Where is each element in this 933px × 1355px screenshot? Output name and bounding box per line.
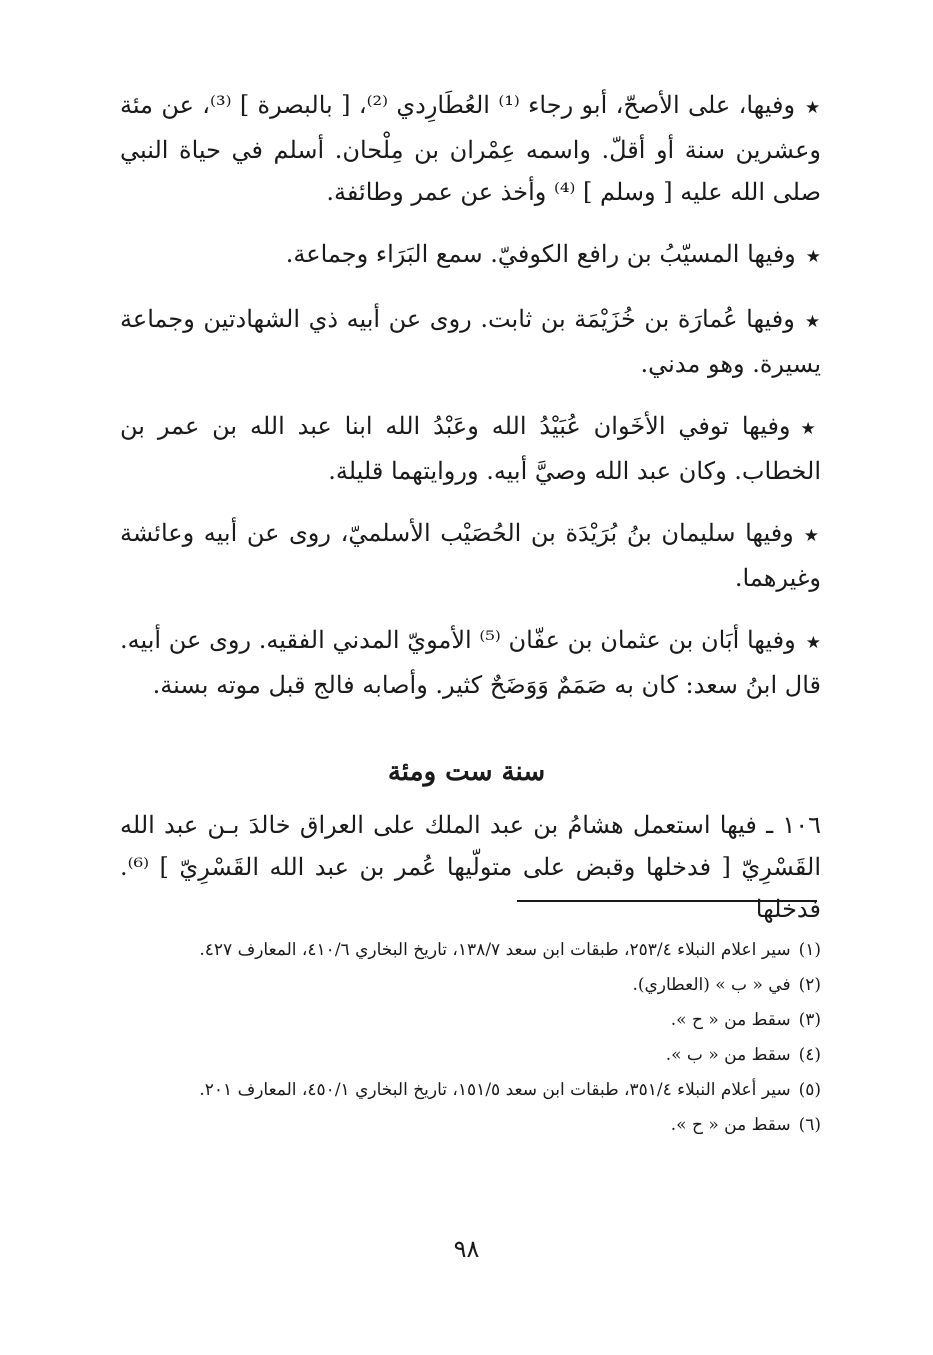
entry-text: وفيها سليمان بنُ بُرَيْدَة بن الحُصَيْب الأسلميّ، روى عن أبيه وعائشة وغيرهما. bbox=[120, 519, 821, 592]
entry-umara bbox=[120, 298, 821, 385]
footnote-text: سقط من « ح ». bbox=[670, 1115, 791, 1135]
footnote-number: (٤) bbox=[798, 1045, 821, 1065]
footnote-text: في « ب » (العطاري). bbox=[632, 975, 791, 995]
entry-text: وفيها عُمارَة بن خُزَيْمَة بن ثابت. روى عن أبيه ذي الشهادتين وجماعة يسيرة. وهو مدني. bbox=[120, 305, 821, 378]
footnote-text: سقط من « ح ». bbox=[670, 1010, 791, 1030]
entry-text: وفيها توفي الأخَوان عُبَيْدُ الله وعَبْدُ الله ابنا عبد الله بن عمر بن الخطاب. وكان عبد الله وصيَّ أبيه. وروايتهما قليلة. bbox=[120, 412, 821, 485]
footnote-6 bbox=[120, 1109, 821, 1141]
entry-text: وفيها، على الأصحّ، أبو رجاء ⁽¹⁾ العُطَارِدي ⁽²⁾، [ بالبصرة ] ⁽³⁾، عن مئة وعشرين سنة أو أقلّ. واسمه عِمْران بن مِلْحان. أسلم في حياة النبي صلى الله عليه [ وسلم ] ⁽⁴⁾ وأخذ عن عمر وطائفة. bbox=[120, 91, 821, 206]
entry-aban bbox=[120, 619, 821, 706]
star-marker: ★ bbox=[805, 247, 821, 267]
footnote-number: (٢) bbox=[798, 975, 821, 995]
star-marker: ★ bbox=[800, 419, 821, 439]
star-marker: ★ bbox=[805, 633, 822, 653]
year-paragraph: ١٠٦ ـ فيها استعمل هشامُ بن عبد الملك على العراق خالدَ بـن عبد الله القَسْرِيّ [ فدخلها وقبض على متولّيها عُمر بن عبد الله القَسْرِيّ ] ⁽⁶⁾. فدخلها bbox=[120, 811, 821, 923]
page-number: ٩٨ bbox=[453, 1235, 480, 1263]
entry-musayyab bbox=[120, 233, 821, 278]
entry-abu-raja bbox=[120, 84, 821, 213]
footnotes bbox=[120, 934, 821, 1144]
footnote-divider bbox=[517, 900, 817, 902]
footnote-number: (٣) bbox=[798, 1010, 821, 1030]
obituary-entries bbox=[120, 84, 821, 726]
footnote-number: (٦) bbox=[798, 1115, 821, 1135]
footnote-text: سير أعلام النبلاء ٣٥١/٤، طبقات ابن سعد ١٥١/٥، تاريخ البخاري ٤٥٠/١، المعارف ٢٠١. bbox=[199, 1080, 791, 1100]
entry-brothers bbox=[120, 405, 821, 492]
footnote-number: (٥) bbox=[798, 1080, 821, 1100]
section-heading: سنة ست ومئة bbox=[387, 757, 546, 787]
footnote-2 bbox=[120, 969, 821, 1001]
footnote-text: سير اعلام النبلاء ٢٥٣/٤، طبقات ابن سعد ١٣٨/٧، تاريخ البخاري ٤١٠/٦، المعارف ٤٢٧. bbox=[199, 940, 791, 960]
footnote-number: (١) bbox=[798, 940, 821, 960]
footnote-4 bbox=[120, 1039, 821, 1071]
footnote-5 bbox=[120, 1074, 821, 1106]
entry-text: وفيها أبَان بن عثمان بن عفّان ⁽⁵⁾ الأمويّ المدني الفقيه. روى عن أبيه. قال ابنُ سعد: كان به صَمَمٌ وَوَضَحٌ كثير. وأصابه فالج قبل موته بسنة. bbox=[120, 626, 821, 699]
footnote-3 bbox=[120, 1004, 821, 1036]
star-marker: ★ bbox=[805, 98, 822, 118]
footnote-1 bbox=[120, 934, 821, 966]
entry-sulayman bbox=[120, 512, 821, 599]
star-marker: ★ bbox=[804, 312, 821, 332]
entry-text: وفيها المسيّبُ بن رافع الكوفيّ. سمع البَرَاء وجماعة. bbox=[285, 240, 796, 268]
star-marker: ★ bbox=[803, 526, 821, 546]
footnote-text: سقط من « ب ». bbox=[665, 1045, 791, 1065]
